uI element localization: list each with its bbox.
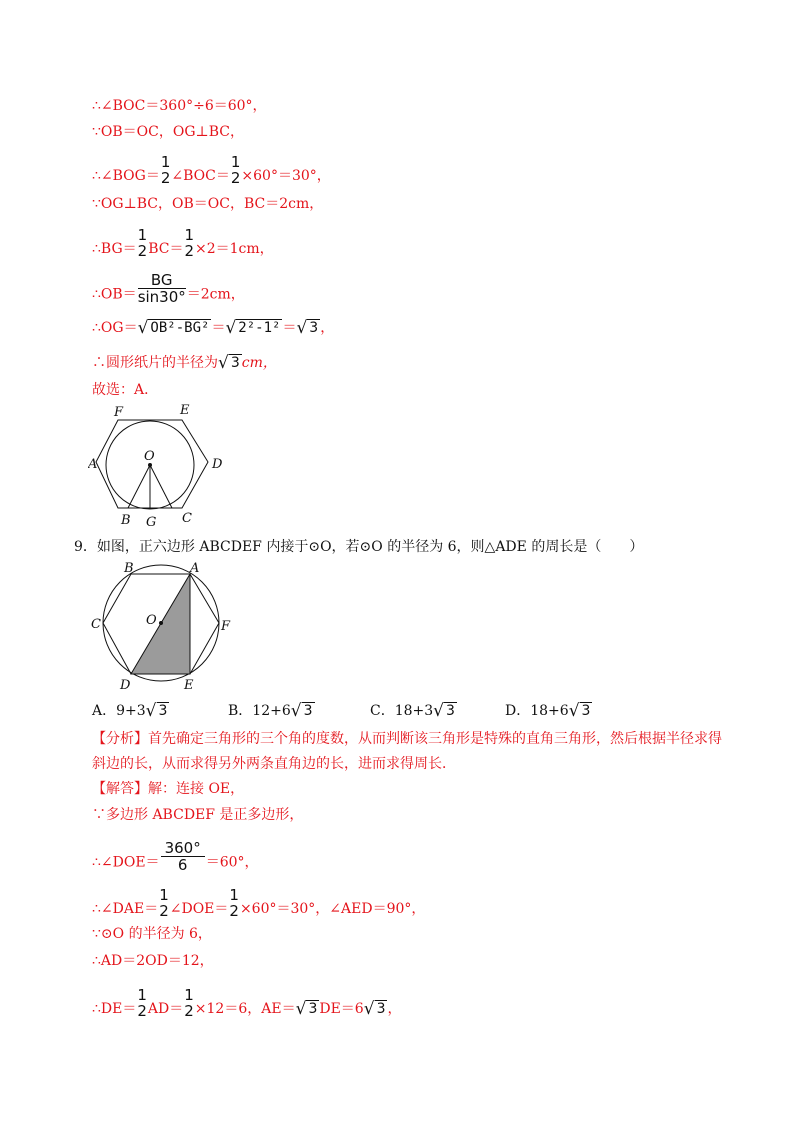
label-c: C xyxy=(91,617,101,632)
label-g: G xyxy=(146,515,157,530)
label-f: F xyxy=(114,405,124,420)
segment-ob xyxy=(128,465,150,508)
segment-oc xyxy=(150,465,172,508)
label-a: A xyxy=(88,457,98,472)
hexagon-circle-figure-1 xyxy=(88,400,238,535)
fraction-half: 1 2 xyxy=(230,153,241,187)
label-e: E xyxy=(180,403,190,418)
fraction-half: 1 2 xyxy=(229,886,239,920)
solution-line-3: ∴∠BOG＝ 1 2 ∠BOC＝ 1 2 ×60°＝30°， xyxy=(92,153,331,187)
solution-line-1: ∴∠BOC＝360°÷6＝60°， xyxy=(92,98,267,114)
answer-line-3: ∴∠DAE＝ 1 2 ∠DOE＝ 1 2 ×60°＝30°，∠AED＝90°， xyxy=(92,886,426,920)
answer-line-5: ∴AD＝2OD＝12， xyxy=(92,953,214,969)
answer-line-1: ∵多边形 ABCDEF 是正多边形， xyxy=(92,807,304,823)
label-f: F xyxy=(221,619,231,634)
fraction-half: 1 2 xyxy=(159,886,169,920)
analysis-line-2: 斜边的长，从而求得另外两条直角边的长，进而求得周长． xyxy=(92,756,456,772)
answer-line-6: ∴DE＝ 1 2 AD＝ 1 2 ×12＝6，AE＝√ 3 DE＝6√ 3 ， xyxy=(92,986,402,1020)
sqrt-expression: √ OB²-BG² xyxy=(137,318,210,338)
fraction-half: 1 2 xyxy=(137,226,148,260)
option-c[interactable]: C．18+3√ 3 xyxy=(370,701,455,721)
solution-line-6: ∴OB＝ $\frac{BG}{\sin 30^\circ}$ ＝2cm， xyxy=(92,271,245,306)
fraction-half: 1 2 xyxy=(137,986,147,1020)
fraction-half: 1 2 xyxy=(184,226,194,260)
analysis-line-1: 【分析】首先确定三角形的三个角的度数，从而判断该三角形是特殊的直角三角形，然后根据半径求得 xyxy=(92,731,722,747)
answer-line-2: ∴∠DOE＝ $\frac{360^\circ}{6}$ ＝60°， xyxy=(92,839,259,874)
sqrt-expression: √ 3 xyxy=(296,318,319,338)
solution-line-5: ∴BG＝ 1 2 BC＝ 1 2 ×2＝1cm， xyxy=(92,226,274,260)
solution-line-7: ∴OG＝√ OB²-BG² ＝√ 2²-1² ＝√ 3 ， xyxy=(92,318,335,338)
fraction-half: 1 2 xyxy=(160,153,171,187)
label-e: E xyxy=(184,678,194,693)
solution-line-2: ∵OB＝OC，OG⊥BC， xyxy=(92,124,244,140)
question-9-stem: 9．如图，正六边形 ABCDEF 内接于⊙O，若⊙O 的半径为 6，则△ADE 的周长是（ ） xyxy=(74,539,644,555)
option-b[interactable]: B．12+6√ 3 xyxy=(228,701,313,721)
option-d[interactable]: D．18+6√ 3 xyxy=(505,701,591,721)
label-o: O xyxy=(144,449,155,464)
answer-line-4: ∵⊙O 的半径为 6， xyxy=(92,926,212,942)
sqrt-expression: √ 2²-1² xyxy=(225,318,281,338)
fraction-360-over-6: $\frac{360^\circ}{6}$ xyxy=(161,840,205,873)
label-c: C xyxy=(182,511,192,526)
solution-line-4: ∵OG⊥BC，OB＝OC，BC＝2cm， xyxy=(92,196,324,212)
label-b: B xyxy=(121,513,131,528)
fraction-bg-over-sin30: $\frac{BG}{\sin 30^\circ}$ xyxy=(137,271,186,306)
option-a[interactable]: A．9+3√ 3 xyxy=(92,701,168,721)
label-d: D xyxy=(212,457,223,472)
answer-heading: 【解答】解：连接 OE， xyxy=(92,781,245,797)
solution-line-8: ∴圆形纸片的半径为√ 3 cm， xyxy=(92,353,277,373)
sqrt-expression: √ 3 xyxy=(218,353,240,373)
solution-line-9: 故选：A． xyxy=(92,382,159,398)
hexagon-shape xyxy=(96,420,208,508)
label-b: B xyxy=(124,561,134,576)
label-a: A xyxy=(190,561,200,576)
center-point xyxy=(159,621,163,625)
label-o: O xyxy=(146,613,157,628)
label-d: D xyxy=(120,678,131,693)
fraction-half: 1 2 xyxy=(184,986,194,1020)
hexagon-circle-figure-2 xyxy=(86,558,246,693)
